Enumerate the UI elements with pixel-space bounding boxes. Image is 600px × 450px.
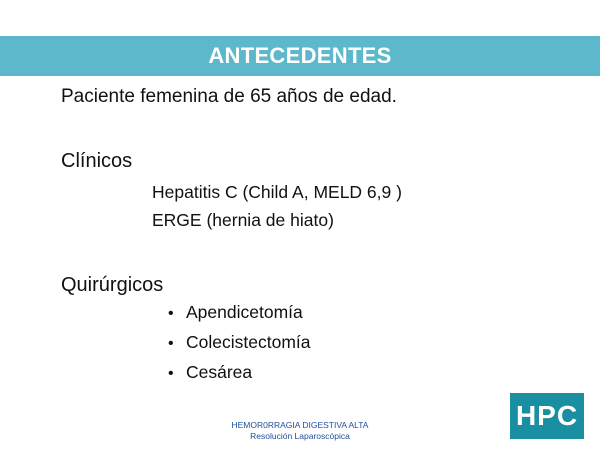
footer <box>200 420 400 442</box>
list-item: ERGE (hernia de hiato) <box>152 210 334 230</box>
list-item <box>168 358 311 388</box>
quirurgicos-list <box>168 298 311 388</box>
bullet-icon: • <box>168 305 174 322</box>
footer-line-1: HEMOR0RRAGIA DIGESTIVA ALTA <box>231 420 369 430</box>
title-bar <box>0 36 600 76</box>
footer-line-2: Resolución Laparoscópica <box>250 431 350 441</box>
clinicos-list <box>152 178 402 234</box>
list-item-label: Cesárea <box>186 362 253 382</box>
list-item <box>168 328 311 358</box>
logo-text: HPC <box>515 400 579 431</box>
intro-text: Paciente femenina de 65 años de edad. <box>61 86 397 107</box>
hpc-logo <box>510 393 584 439</box>
slide-title: ANTECEDENTES <box>208 43 392 68</box>
clinicos-heading: Clínicos <box>61 150 133 172</box>
list-item-label: Colecistectomía <box>186 332 311 352</box>
bullet-icon: • <box>168 335 174 352</box>
quirurgicos-heading: Quirúrgicos <box>61 274 164 296</box>
list-item <box>168 298 311 328</box>
list-item-label: Apendicetomía <box>186 302 303 322</box>
bullet-icon: • <box>168 365 174 382</box>
list-item: Hepatitis C (Child A, MELD 6,9 ) <box>152 182 402 202</box>
